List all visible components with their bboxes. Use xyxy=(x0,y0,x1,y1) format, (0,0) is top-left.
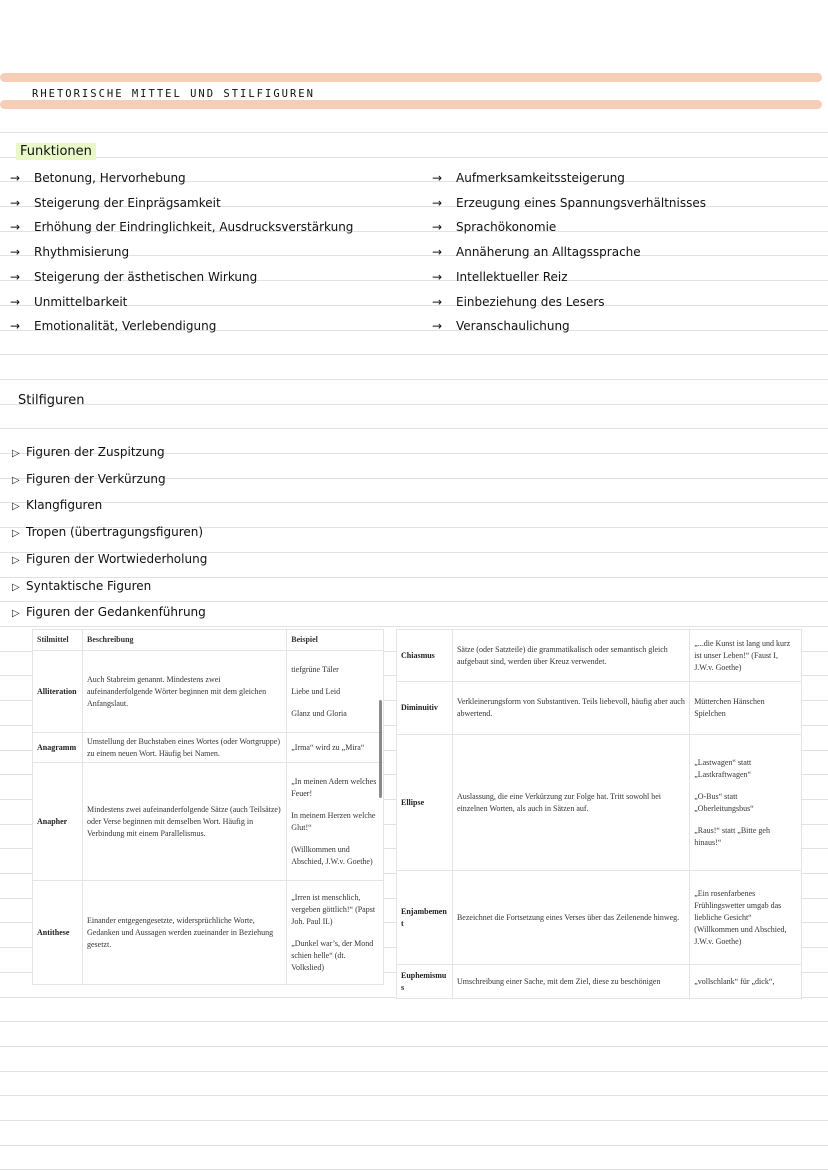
function-item xyxy=(10,314,353,339)
stilfigur-label: Klangfiguren xyxy=(26,498,103,513)
table-row xyxy=(397,630,802,682)
ruled-line xyxy=(0,132,828,133)
example-cell xyxy=(287,763,384,881)
stilfiguren-list xyxy=(12,440,207,627)
arrow-icon: → xyxy=(432,269,443,284)
ruled-line xyxy=(0,1046,828,1047)
function-label: Erzeugung eines Spannungsverhältnisses xyxy=(456,195,706,210)
ruled-line xyxy=(0,1071,828,1072)
function-item xyxy=(432,265,706,290)
function-item xyxy=(10,166,353,191)
arrow-icon: → xyxy=(432,171,443,185)
functions-left-list xyxy=(10,166,353,339)
table-row xyxy=(397,965,802,999)
triangle-bullet-icon: ▷ xyxy=(12,501,20,513)
stilfiguren-heading: Stilfiguren xyxy=(18,393,85,408)
ruled-line xyxy=(0,428,828,429)
stilfigur-item xyxy=(12,600,207,627)
stilfigur-label: Figuren der Verkürzung xyxy=(26,471,166,486)
stilfigur-label: Syntaktische Figuren xyxy=(26,578,152,593)
function-item xyxy=(10,265,353,290)
example-text: „Dunkel war’s, der Mond schien helle“ (dt. Volkslied) xyxy=(291,938,374,972)
title-highlight-top xyxy=(0,73,822,82)
table-header-row xyxy=(33,630,384,651)
arrow-icon: → xyxy=(10,195,21,210)
ruled-line xyxy=(0,379,828,380)
description-cell: Umschreibung einer Sache, mit dem Ziel, diese zu beschönigen xyxy=(452,965,689,999)
example-text: „Irma“ wird zu „Mira“ xyxy=(291,742,365,752)
example-cell xyxy=(690,965,802,999)
function-label: Rhythmisierung xyxy=(34,245,130,260)
functions-heading xyxy=(16,144,96,159)
function-label: Aufmerksamkeitssteigerung xyxy=(456,171,625,185)
example-cell xyxy=(690,735,802,871)
ruled-line xyxy=(0,1169,828,1170)
ruled-line xyxy=(0,404,828,405)
function-label: Emotionalität, Verlebendigung xyxy=(34,319,217,334)
ruled-line xyxy=(0,157,828,158)
function-label: Intellektueller Reiz xyxy=(456,269,568,284)
column-header: Stilmittel xyxy=(33,630,83,651)
term-cell: Anagramm xyxy=(33,733,83,763)
stilfigur-label: Tropen (übertragungsfiguren) xyxy=(26,525,204,540)
arrow-icon: → xyxy=(432,245,443,260)
term-cell: Anapher xyxy=(33,763,83,881)
stilfigur-item xyxy=(12,440,207,467)
ruled-line xyxy=(0,354,828,355)
page-title: RHETORISCHE MITTEL UND STILFIGUREN xyxy=(32,88,315,100)
example-text: „...die Kunst ist lang und kurz ist unser Leben!“ (Faust I, J.W.v. Goethe) xyxy=(694,638,791,672)
example-cell xyxy=(690,630,802,682)
term-cell: Diminuitiv xyxy=(397,682,453,735)
term-cell: Ellipse xyxy=(397,735,453,871)
stilmittel-table-right xyxy=(396,629,802,999)
table-scrollbar[interactable] xyxy=(379,700,382,798)
example-cell xyxy=(287,651,384,733)
table-row xyxy=(397,871,802,965)
term-cell: Euphemismus xyxy=(397,965,453,999)
description-cell: Mindestens zwei aufeinanderfolgende Sätze (auch Teilsätze) oder Verse beginnen mit demselben Wort. Häufig in Verbindung mit einem Parallelismus. xyxy=(82,763,286,881)
example-cell xyxy=(287,881,384,985)
function-label: Unmittelbarkeit xyxy=(34,294,128,309)
description-cell: Einander entgegengesetzte, widersprüchliche Worte, Gedanken und Aussagen werden zueinander in Beziehung gesetzt. xyxy=(82,881,286,985)
function-item xyxy=(10,215,353,240)
function-item xyxy=(432,191,706,216)
term-cell: Enjambement xyxy=(397,871,453,965)
stilfigur-label: Figuren der Gedankenführung xyxy=(26,605,206,620)
example-text: Mütterchen Hänschen Spielchen xyxy=(694,697,765,718)
function-label: Steigerung der Einprägsamkeit xyxy=(34,195,221,210)
description-cell: Umstellung der Buchstaben eines Wortes (oder Wortgruppe) zu einem neuen Wort. Häufig bei Namen. xyxy=(82,733,286,763)
stilfigur-label: Figuren der Zuspitzung xyxy=(26,445,165,459)
arrow-icon: → xyxy=(10,245,21,260)
function-item xyxy=(10,240,353,265)
arrow-icon: → xyxy=(10,294,21,309)
triangle-bullet-icon: ▷ xyxy=(12,474,20,486)
triangle-bullet-icon: ▷ xyxy=(12,581,20,593)
example-text: In meinem Herzen welche Glut!“ xyxy=(291,810,376,832)
function-item xyxy=(432,314,706,339)
function-label: Annäherung an Alltagssprache xyxy=(456,245,641,260)
function-item xyxy=(10,191,353,216)
function-label: Steigerung der ästhetischen Wirkung xyxy=(34,269,258,284)
ruled-line xyxy=(0,1095,828,1096)
example-text: „vollschlank“ für „dick“, xyxy=(694,976,775,986)
table-row xyxy=(397,735,802,871)
example-text: „In meinen Adern welches Feuer! xyxy=(291,776,377,798)
example-cell xyxy=(287,733,384,763)
function-item xyxy=(432,166,706,191)
ruled-line xyxy=(0,1120,828,1121)
example-text: „Raus!“ statt „Bitte geh hinaus!“ xyxy=(694,825,770,847)
description-cell: Bezeichnet die Fortsetzung eines Verses über das Zeilenende hinweg. xyxy=(452,871,689,965)
example-text: „Lastwagen“ statt „Lastkraftwagen“ xyxy=(694,757,752,779)
function-label: Betonung, Hervorhebung xyxy=(34,171,186,185)
arrow-icon: → xyxy=(432,294,443,309)
title-highlight-bottom xyxy=(0,100,822,109)
stilfigur-item xyxy=(12,574,207,601)
description-cell: Auslassung, die eine Verkürzung zur Folge hat. Tritt sowohl bei einzelnen Worten, als auch in Sätzen auf. xyxy=(452,735,689,871)
arrow-icon: → xyxy=(432,220,443,235)
term-cell: Antithese xyxy=(33,881,83,985)
function-label: Einbeziehung des Lesers xyxy=(456,294,605,309)
function-label: Erhöhung der Eindringlichkeit, Ausdrucksverstärkung xyxy=(34,220,354,235)
function-item xyxy=(432,290,706,315)
arrow-icon: → xyxy=(432,319,443,334)
example-text: „Irren ist menschlich, vergeben göttlich!“ (Papst Joh. Paul II.) xyxy=(291,892,376,926)
functions-heading-label: Funktionen xyxy=(16,143,96,160)
arrow-icon: → xyxy=(10,269,21,284)
table-row xyxy=(33,881,384,985)
stilmittel-table-left xyxy=(32,629,384,985)
term-cell: Chiasmus xyxy=(397,630,453,682)
example-text: „O-Bus“ statt „Oberleitungsbus“ xyxy=(694,791,754,813)
description-cell: Verkleinerungsform von Substantiven. Teils liebevoll, häufig aber auch abwertend. xyxy=(452,682,689,735)
ruled-line xyxy=(0,1145,828,1146)
stilfigur-label: Figuren der Wortwiederholung xyxy=(26,551,208,566)
triangle-bullet-icon: ▷ xyxy=(12,608,20,620)
example-text: tiefgrüne Täler xyxy=(291,664,339,674)
example-cell xyxy=(690,682,802,735)
arrow-icon: → xyxy=(10,171,21,185)
table-row xyxy=(397,682,802,735)
example-text: (Willkommen und Abschied, J.W.v. Goethe) xyxy=(291,844,373,866)
example-text: „Ein rosenfarbenes Frühlingswetter umgab das liebliche Gesicht“ (Willkommen und Abschied, J.W.v. Goethe) xyxy=(694,888,787,946)
table-row xyxy=(33,651,384,733)
arrow-icon: → xyxy=(10,220,21,235)
description-cell: Auch Stabreim genannt. Mindestens zwei aufeinanderfolgende Wörter beginnen mit dem gleichen Anfangslaut. xyxy=(82,651,286,733)
ruled-line xyxy=(0,1021,828,1022)
example-text: Glanz und Gloria xyxy=(291,708,347,718)
table-row xyxy=(33,763,384,881)
triangle-bullet-icon: ▷ xyxy=(12,554,20,566)
table-row xyxy=(33,733,384,763)
functions-right-list xyxy=(432,166,706,339)
arrow-icon: → xyxy=(432,195,443,210)
triangle-bullet-icon: ▷ xyxy=(12,448,20,459)
description-cell: Sätze (oder Satzteile) die grammatikalisch oder semantisch gleich aufgebaut sind, werden über Kreuz verwendet. xyxy=(452,630,689,682)
stilfigur-item xyxy=(12,547,207,574)
column-header: Beschreibung xyxy=(82,630,286,651)
column-header: Beispiel xyxy=(287,630,384,651)
function-item xyxy=(10,290,353,315)
function-label: Veranschaulichung xyxy=(456,319,570,334)
example-text: Liebe und Leid xyxy=(291,686,341,696)
example-cell xyxy=(690,871,802,965)
stilfigur-item xyxy=(12,520,207,547)
function-item xyxy=(432,240,706,265)
stilfigur-item xyxy=(12,467,207,494)
triangle-bullet-icon: ▷ xyxy=(12,528,20,540)
function-item xyxy=(432,215,706,240)
function-label: Sprachökonomie xyxy=(456,220,557,235)
stilfigur-item xyxy=(12,493,207,520)
arrow-icon: → xyxy=(10,319,21,334)
term-cell: Alliteration xyxy=(33,651,83,733)
